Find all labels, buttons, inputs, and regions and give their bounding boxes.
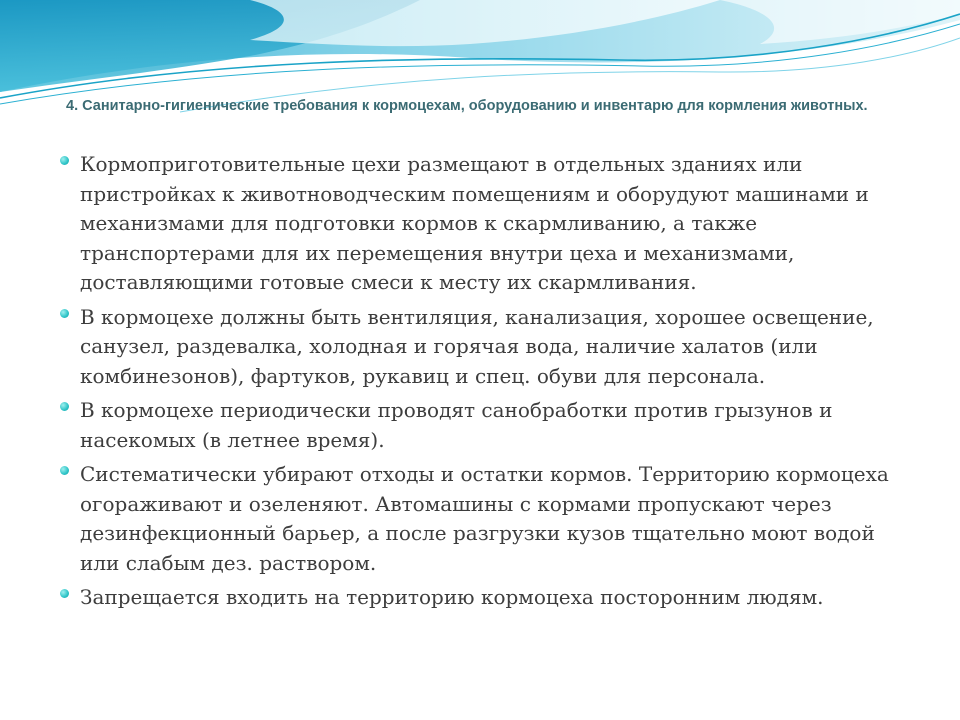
list-item-text: Кормоприготовительные цехи размещают в отдельных зданиях или пристройках к животноводческим помещениям и оборудуют машинами и механизмами для подготовки кормов к скармливанию, а также транспортерами для их перемещения внутри цеха и механизмами, доставляющими готовые смеси к месту их скармливания. bbox=[80, 152, 869, 294]
teal-circle-bullet-icon bbox=[60, 309, 69, 318]
bullet-list bbox=[60, 150, 910, 618]
teal-circle-bullet-icon bbox=[60, 466, 69, 475]
list-item bbox=[60, 303, 910, 392]
list-item bbox=[60, 583, 910, 613]
teal-circle-bullet-icon bbox=[60, 589, 69, 598]
list-item bbox=[60, 150, 910, 298]
list-item bbox=[60, 460, 910, 578]
slide-title: 4. Санитарно-гигиенические требования к кормоцехам, оборудованию и инвентарю для кормления животных. bbox=[66, 98, 868, 114]
list-item-text: В кормоцехе должны быть вентиляция, канализация, хорошее освещение, санузел, раздевалка, холодная и горячая вода, наличие халатов (или комбинезонов), фартуков, рукавиц и спец. обуви для персонала. bbox=[80, 304, 874, 388]
teal-circle-bullet-icon bbox=[60, 402, 69, 411]
list-item-text: Запрещается входить на территорию кормоцеха посторонним людям. bbox=[80, 585, 824, 609]
list-item bbox=[60, 396, 910, 455]
list-item-text: Систематически убирают отходы и остатки кормов. Территорию кормоцеха огораживают и озеленяют. Автомашины с кормами пропускают через дезинфекционный барьер, а после разгрузки кузов тщательно моют водой или слабым дез. раствором. bbox=[80, 462, 889, 575]
list-item-text: В кормоцехе периодически проводят санобработки против грызунов и насекомых (в летнее время). bbox=[80, 398, 833, 452]
teal-circle-bullet-icon bbox=[60, 156, 69, 165]
